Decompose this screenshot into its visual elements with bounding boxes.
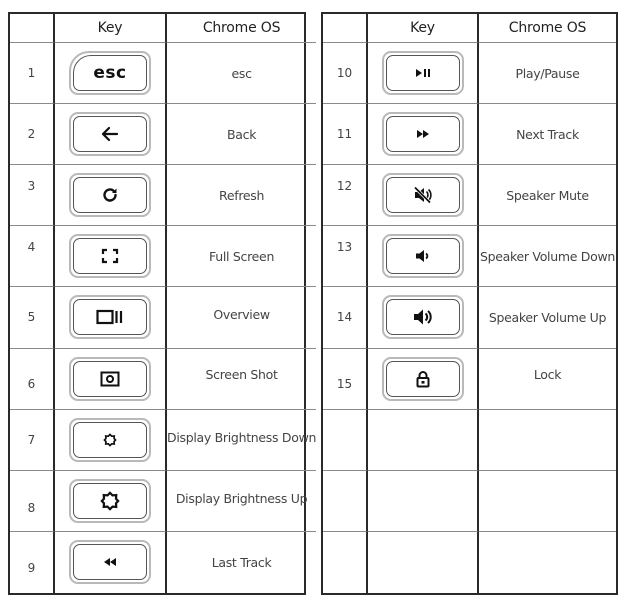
function-name-empty [479, 471, 616, 532]
row-number: 7 [10, 410, 55, 471]
header-number [10, 14, 55, 43]
keyboard-shortcut-table-right [321, 12, 618, 595]
key-cell [368, 104, 479, 165]
function-name: Display Brightness Down [167, 410, 316, 471]
header-chrome-os: Chrome OS [479, 14, 616, 43]
key-cell-empty [368, 410, 479, 471]
refresh-key [69, 173, 151, 217]
row-number-empty [323, 410, 368, 471]
row-number: 5 [10, 287, 55, 348]
previous-track-icon [103, 557, 117, 567]
key-cell [55, 226, 167, 287]
function-name-empty [479, 532, 616, 593]
volume-up-key [382, 295, 464, 339]
keyboard-shortcut-table-left [8, 12, 317, 595]
function-name: Play/Pause [479, 43, 616, 104]
next-track-key [382, 112, 464, 156]
volume-up-icon [413, 308, 433, 326]
function-name: Last Track [211, 554, 272, 570]
brightness-up-key [69, 479, 151, 523]
function-name: Display Brightness Up [167, 471, 316, 532]
refresh-icon [101, 186, 119, 204]
row-number: 12 [323, 165, 368, 226]
function-name-empty [479, 410, 616, 471]
row-number: 2 [10, 104, 55, 165]
overview-icon [96, 309, 124, 325]
lock-icon [416, 370, 430, 388]
brightness-up-icon [100, 491, 120, 511]
function-name: Next Track [479, 104, 616, 165]
fullscreen-key [69, 234, 151, 278]
fullscreen-icon [101, 248, 119, 264]
function-name: Refresh [167, 165, 316, 226]
function-name: Lock [479, 349, 616, 410]
row-number: 13 [323, 226, 368, 287]
play-pause-icon [415, 68, 431, 78]
brightness-down-icon [102, 432, 118, 448]
speaker-mute-icon [413, 186, 433, 204]
key-cell-empty [368, 471, 479, 532]
key-cell [55, 410, 167, 471]
function-name: Speaker Volume Up [479, 287, 616, 348]
row-number: 14 [323, 287, 368, 348]
key-cell [368, 43, 479, 104]
play-pause-key [382, 51, 464, 95]
row-number: 3 [10, 165, 55, 226]
row-number: 8 [10, 471, 55, 532]
key-cell [55, 349, 167, 410]
header-chrome-os: Chrome OS [167, 14, 316, 43]
function-name: Speaker Mute [479, 165, 616, 226]
row-number: 4 [10, 226, 55, 287]
header-key: Key [55, 14, 167, 43]
key-cell-empty [368, 532, 479, 593]
key-cell [368, 226, 479, 287]
key-cell [55, 43, 167, 104]
row-number-empty [323, 471, 368, 532]
lock-key [382, 357, 464, 401]
back-key [69, 112, 151, 156]
function-name: Speaker Volume Down [479, 226, 616, 287]
next-track-icon [416, 129, 430, 139]
screenshot-icon [100, 371, 120, 387]
row-number: 6 [10, 349, 55, 410]
speaker-mute-key [382, 173, 464, 217]
key-cell [368, 287, 479, 348]
row-number: 1 [10, 43, 55, 104]
function-name: esc [167, 43, 316, 104]
key-cell [55, 532, 167, 593]
key-cell [55, 287, 167, 348]
row-number: 11 [323, 104, 368, 165]
arrow-left-icon [101, 126, 119, 142]
key-cell [55, 104, 167, 165]
function-name: Full Screen [167, 226, 316, 287]
volume-down-icon [415, 249, 431, 263]
overview-key [69, 295, 151, 339]
row-number: 10 [323, 43, 368, 104]
row-number: 15 [323, 349, 368, 410]
esc-key [69, 51, 151, 95]
key-cell [368, 165, 479, 226]
key-cell [55, 471, 167, 532]
header-key: Key [368, 14, 479, 43]
previous-track-key [69, 540, 151, 584]
screenshot-key [69, 357, 151, 401]
row-number: 9 [10, 532, 55, 593]
brightness-down-key [69, 418, 151, 462]
key-cell [55, 165, 167, 226]
function-name: Overview [167, 287, 316, 348]
function-name: Screen Shot [167, 349, 316, 410]
volume-down-key [382, 234, 464, 278]
key-cell [368, 349, 479, 410]
function-name: Back [167, 104, 316, 165]
esc-key-label: esc [93, 63, 127, 84]
header-number [323, 14, 368, 43]
row-number-empty [323, 532, 368, 593]
